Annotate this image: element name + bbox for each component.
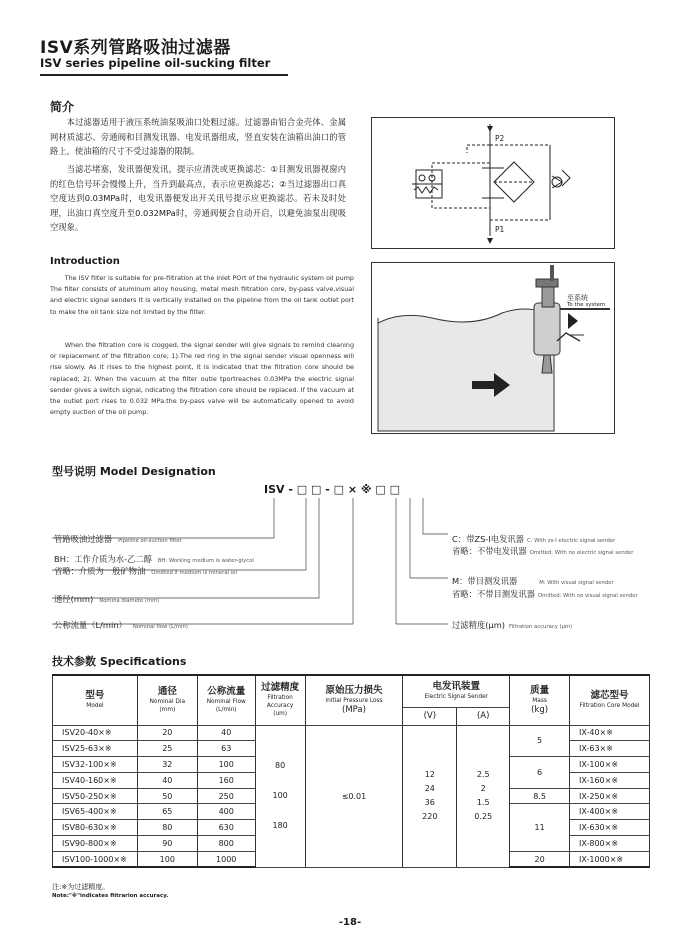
- cell-flow: 630: [197, 820, 255, 836]
- intro-paragraph-en-2: When the filtration core is clogged, the signal sender will give signals to remind cleaning or replacement of the filtration core; 1).The red ring in the signal sender visual openness will rise slowly. As it rises to the highest point, it is indicated that the filtration core should be replaced; 2). When the vacuum at the filter outle tportreaches 0.03MPa the electric signal sender gives a switch signal, ndicating the filtration core should be replaced. If the vacuum at the outlet port rises to 0.032 MPa.the by-pass valve will be automatically opened to avoid empty suction of the oil pump.: [50, 341, 354, 417]
- model-item-nominal-flow: [54, 613, 188, 632]
- header-pressure-loss: 原始压力损失 Initial Pressure Loss (MPa): [305, 675, 403, 725]
- cell-core: IX-250×※: [570, 788, 650, 804]
- header-electric-signal-sender: 电发讯装置 Electric Signal Sender: [403, 675, 510, 707]
- model-item-filter-type: [54, 527, 182, 546]
- header-mass: 质量 Mass (kg): [510, 675, 570, 725]
- cell-model: ISV90-800×※: [53, 836, 138, 852]
- model-designation-heading: 型号说明 Model Designation: [52, 465, 216, 478]
- accuracy-value: 180: [272, 821, 288, 831]
- cell-core: IX-1000×※: [570, 851, 650, 867]
- cell-core: IX-63×※: [570, 741, 650, 757]
- cell-flow: 250: [197, 788, 255, 804]
- current-value: 2.5: [476, 770, 490, 780]
- model-item-cn: BH：工作介质为水-乙二醇: [54, 554, 152, 564]
- cell-flow: 63: [197, 741, 255, 757]
- specifications-heading: 技术参数 Specifications: [52, 655, 187, 668]
- cell-core: IX-160×※: [570, 772, 650, 788]
- model-item-en: Nominal flow (L/min): [132, 624, 188, 630]
- model-item-diameter: [54, 587, 159, 606]
- model-item-en: Filtration accuracy (μm): [509, 624, 573, 630]
- cell-dia: 40: [137, 772, 197, 788]
- model-item-en: Nomina diamete (mm): [99, 598, 160, 604]
- cell-voltage-merged: [403, 725, 457, 867]
- cell-dia: 25: [137, 741, 197, 757]
- cell-model: ISV50-250×※: [53, 788, 138, 804]
- footnote-en: Note:"※"indicates fiitrarion accuracy.: [52, 893, 169, 899]
- model-item-electric-omitted: [452, 539, 633, 558]
- header-nominal-flow: 公称流量 Nominal Flow (L/min): [197, 675, 255, 725]
- model-item-en: Omitted: With no electric signal sender: [529, 550, 634, 556]
- cell-core: IX-630×※: [570, 820, 650, 836]
- model-item-en: Omitted: With no visual signal sender: [537, 593, 638, 599]
- model-item-visual-omitted: [452, 582, 638, 601]
- header-core-model: 滤芯型号 Filtration Core Model: [570, 675, 650, 725]
- cell-dia: 90: [137, 836, 197, 852]
- current-value: 2: [480, 784, 486, 794]
- intro-paragraph-cn-2: 当滤芯堵塞，发讯器便发讯，提示应清洗或更换滤芯：①目测发讯器视窗内的红色信号环会慢慢上升，当升到最高点，表示应更换滤芯；②当过滤器出口真空度达到0.03MPa时，电发讯器便发出开关讯号提示应更换滤芯。若未及时处理，出油口真空度升至0.032MPa时，旁通阀便会自动开启，以避免油泵出现吸空现象。: [50, 164, 346, 232]
- cell-dia: 80: [137, 820, 197, 836]
- model-item-en: BH: Working medium is water-glycol: [157, 558, 254, 564]
- model-item-cn: M：带目测发讯器: [452, 576, 518, 586]
- voltage-value: 36: [424, 798, 435, 808]
- cell-mass: 11: [510, 804, 570, 851]
- cell-flow: 100: [197, 757, 255, 773]
- model-item-cn: 公称流量（L/min）: [54, 620, 127, 630]
- model-item-cn: C：带ZS-Ⅰ电发讯器: [452, 534, 524, 544]
- table-row: [53, 725, 650, 741]
- intro-paragraph-en-1: The ISV filter is suitable for pre-filtration at the inlet POrt of the hydraulic system oil pump The filter consists of aluminum alloy housing, metal mesh filtration core, by-pass valve,visual and electric signal senders It is vertically installed on the pipeline from the oil tank outlet port to make the oil tank size not limited by the filter.: [50, 274, 354, 316]
- footnote-cn: 注:※为过滤精度。: [52, 883, 110, 891]
- cell-flow: 160: [197, 772, 255, 788]
- model-item-en: Pipeline oil-suction filter: [118, 538, 182, 544]
- cell-core: IX-40×※: [570, 725, 650, 741]
- header-current: (A): [457, 707, 510, 725]
- to-system-label-cn: 至系统: [567, 294, 588, 302]
- cell-dia: 20: [137, 725, 197, 741]
- to-system-label-en: To the system: [567, 302, 606, 308]
- cell-dia: 50: [137, 788, 197, 804]
- cell-mass: 6: [510, 757, 570, 789]
- current-value: 0.25: [474, 812, 493, 822]
- accuracy-value: 80: [275, 761, 286, 771]
- header-nominal-dia: 通径 Nominal Dia (mm): [137, 675, 197, 725]
- cell-core: IX-100×※: [570, 757, 650, 773]
- cell-pressure-loss-merged: ≤0.01: [305, 725, 403, 867]
- cell-dia: 65: [137, 804, 197, 820]
- cell-mass: 5: [510, 725, 570, 757]
- voltage-value: 220: [422, 812, 438, 822]
- accuracy-value: 100: [272, 791, 288, 801]
- cell-core: IX-400×※: [570, 804, 650, 820]
- voltage-value: 12: [424, 770, 435, 780]
- model-item-cn: 省略：不带目测发讯器: [452, 589, 535, 599]
- cell-flow: 1000: [197, 851, 255, 867]
- model-item-cn: 通径(mm): [54, 594, 94, 604]
- model-item-en: M: With visual signal sender: [539, 580, 614, 586]
- cell-model: ISV80-630×※: [53, 820, 138, 836]
- cell-model: ISV100-1000×※: [53, 851, 138, 867]
- cell-flow: 40: [197, 725, 255, 741]
- cell-model: ISV32-100×※: [53, 757, 138, 773]
- current-value: 1.5: [476, 798, 490, 808]
- header-model: 型号 Model: [53, 675, 138, 725]
- model-item-en: C: With zs-Ⅰ electric signal sender: [526, 538, 616, 544]
- page-number: -18-: [338, 917, 362, 928]
- model-code: ISV - □ □ - □ × ※ □ □: [264, 483, 401, 496]
- cell-model: ISV65-400×※: [53, 804, 138, 820]
- cell-model: ISV40-160×※: [53, 772, 138, 788]
- cell-model: ISV20-40×※: [53, 725, 138, 741]
- model-item-cn: 省略：介质为一般矿物油: [54, 566, 146, 576]
- cell-flow: 400: [197, 804, 255, 820]
- intro-heading-cn: 简介: [50, 100, 75, 114]
- port-label-p2: P2: [495, 134, 505, 143]
- model-item-cn: 过滤精度(μm): [452, 620, 506, 630]
- intro-paragraph-cn-1: 本过滤器适用于液压系统油泵吸油口处粗过滤。过滤器由铝合金壳体、金属网材质滤芯、旁通阀和目测发讯器、电发讯器组成，竖直安装在油箱出油口的管路上，使油箱的尺寸不受过滤器的限制。: [50, 117, 346, 156]
- specifications-table: [52, 674, 650, 868]
- cell-dia: 32: [137, 757, 197, 773]
- model-item-cn: 管路吸油过滤器: [54, 534, 113, 544]
- model-item-medium-omitted: [54, 559, 237, 578]
- model-item-en: Omitted if medium is mineral oil: [151, 570, 237, 576]
- cell-accuracy-merged: [255, 725, 305, 867]
- header-voltage: (V): [403, 707, 457, 725]
- model-item-filtration-accuracy: [452, 613, 572, 632]
- intro-heading-en: Introduction: [50, 256, 120, 267]
- cell-model: ISV25-63×※: [53, 741, 138, 757]
- cell-dia: 100: [137, 851, 197, 867]
- port-label-p1: P1: [495, 225, 505, 234]
- table-header-row: [53, 675, 650, 707]
- cell-mass: 20: [510, 851, 570, 867]
- cell-mass: 8.5: [510, 788, 570, 804]
- voltage-value: 24: [424, 784, 435, 794]
- model-item-cn: 省略：不带电发讯器: [452, 546, 527, 556]
- page-title-cn: ISV系列管路吸油过滤器: [40, 38, 231, 58]
- cell-current-merged: [457, 725, 510, 867]
- cell-core: IX-800×※: [570, 836, 650, 852]
- page-title-en: ISV series pipeline oil-sucking filter: [40, 56, 271, 70]
- header-filtration-accuracy: 过滤精度 Filtration Accuracy (um): [255, 675, 305, 725]
- cell-flow: 800: [197, 836, 255, 852]
